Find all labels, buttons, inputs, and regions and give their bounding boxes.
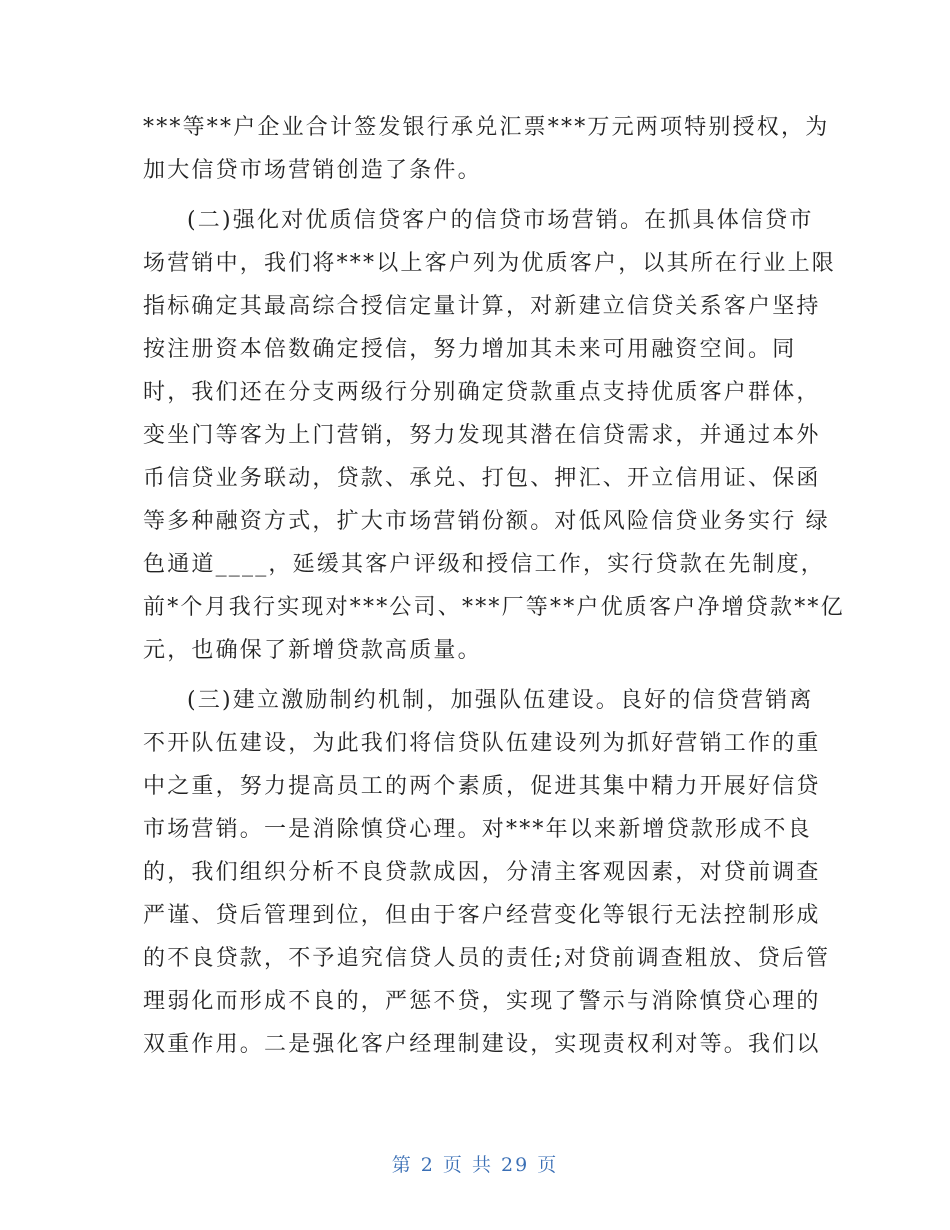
text-line: 等多种融资方式，扩大市场营销份额。对低风险信贷业务实行 绿 (143, 509, 830, 534)
text-line: 严谨、贷后管理到位，但由于客户经营变化等银行无法控制形成 (143, 903, 821, 928)
text-line: 元，也确保了新增贷款高质量。 (143, 638, 482, 663)
text-line: 双重作用。二是强化客户经理制建设，实现责权利对等。我们以 (143, 1032, 821, 1057)
text-line: 前*个月我行实现对***公司、***厂等**户优质客户净增贷款**亿 (143, 595, 845, 620)
text-line: 色通道____，延缓其客户评级和授信工作，实行贷款在先制度， (143, 552, 826, 577)
text-line: 时，我们还在分支两级行分别确定贷款重点支持优质客户群体， (143, 380, 821, 405)
text-line: 理弱化而形成不良的，严惩不贷，实现了警示与消除慎贷心理的 (143, 989, 821, 1014)
text-line: ***等**户企业合计签发银行承兑汇票***万元两项特别授权，为 (143, 115, 830, 140)
text-line: 加大信贷市场营销创造了条件。 (143, 158, 482, 183)
text-line: 市场营销。一是消除慎贷心理。对***年以来新增贷款形成不良 (143, 817, 812, 842)
page-number-footer: 第 2 页 共 29 页 (391, 1154, 559, 1176)
text-line: 的不良贷款，不予追究信贷人员的责任;对贷前调查粗放、贷后管 (143, 946, 831, 971)
paragraph-start-line: (二)强化对优质信贷客户的信贷市场营销。在抓具体信贷市 (187, 208, 814, 233)
text-line: 按注册资本倍数确定授信，努力增加其未来可用融资空间。同 (143, 337, 797, 362)
text-line: 中之重，努力提高员工的两个素质，促进其集中精力开展好信贷 (143, 774, 821, 799)
paragraph-start-line: (三)建立激励制约机制，加强队伍建设。良好的信贷营销离 (187, 688, 814, 713)
text-line: 指标确定其最高综合授信定量计算，对新建立信贷关系客户坚持 (143, 294, 821, 319)
text-line: 变坐门等客为上门营销，努力发现其潜在信贷需求，并通过本外 (143, 423, 821, 448)
text-line: 场营销中，我们将***以上客户列为优质客户，以其所在行业上限 (143, 251, 837, 276)
text-line: 币信贷业务联动，贷款、承兑、打包、押汇、开立信用证、保函 (143, 466, 821, 491)
text-line: 不开队伍建设，为此我们将信贷队伍建设列为抓好营销工作的重 (143, 731, 821, 756)
text-line: 的，我们组织分析不良贷款成因，分清主客观因素，对贷前调查 (143, 860, 821, 885)
